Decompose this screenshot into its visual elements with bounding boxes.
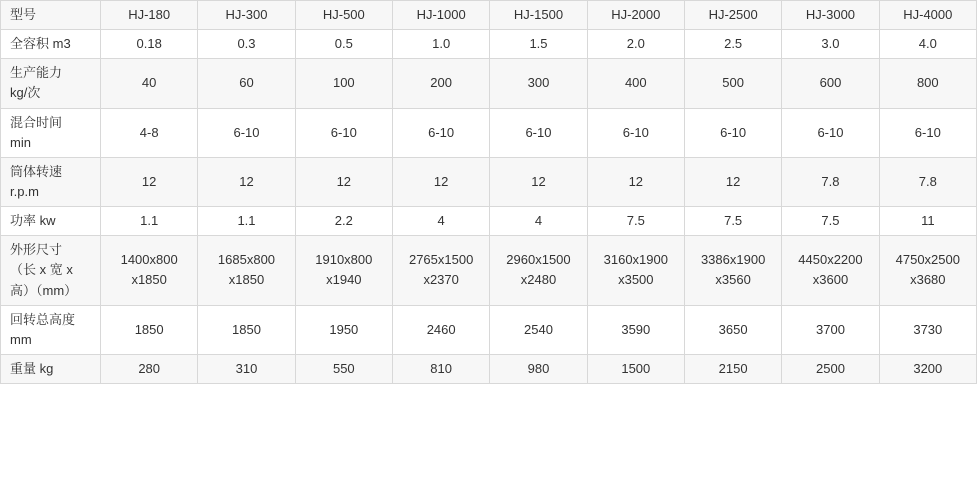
table-cell <box>198 157 295 206</box>
table-cell <box>587 59 684 108</box>
table-cell <box>198 30 295 59</box>
row-label-line: kg/次 <box>10 85 41 101</box>
cell-line: 550 <box>332 360 355 376</box>
table-cell <box>198 305 295 354</box>
table-cell <box>392 108 489 157</box>
cell-line: 12 <box>628 173 644 189</box>
cell-line: HJ-2500 <box>708 7 758 22</box>
row-label <box>1 157 101 206</box>
row-label-line: mm <box>10 331 32 347</box>
cell-line: 4750x2500 <box>895 252 960 268</box>
cell-line: 2.2 <box>334 213 353 229</box>
table-cell <box>392 59 489 108</box>
table-row <box>1 1 977 30</box>
cell-line: 2960x1500 <box>506 252 571 268</box>
row-label-line: （长 x 宽 x <box>10 262 73 278</box>
cell-line: x1940 <box>326 272 362 288</box>
cell-line: 1685x800 <box>217 252 276 268</box>
cell-line: 1.1 <box>140 213 159 229</box>
cell-line: 1910x800 <box>315 252 373 268</box>
cell-line: 60 <box>239 75 254 91</box>
cell-line: 3200 <box>913 360 943 376</box>
table-cell <box>295 59 392 108</box>
table-cell <box>295 108 392 157</box>
cell-line: HJ-300 <box>225 7 268 22</box>
table-row <box>1 354 977 383</box>
cell-line: 12 <box>433 173 449 189</box>
table-cell <box>101 108 198 157</box>
table-cell <box>490 157 587 206</box>
table-cell <box>490 236 587 305</box>
table-cell <box>198 207 295 236</box>
row-label-line: 全容积 m3 <box>10 36 71 52</box>
table-cell <box>295 354 392 383</box>
cell-line: 6-10 <box>428 124 455 140</box>
table-cell <box>295 30 392 59</box>
table-cell <box>782 236 879 305</box>
table-cell <box>490 1 587 30</box>
table-cell <box>101 354 198 383</box>
table-row <box>1 30 977 59</box>
row-label-line: 生产能力 <box>10 65 63 81</box>
table-row <box>1 207 977 236</box>
table-row <box>1 157 977 206</box>
cell-line: 6-10 <box>525 124 552 140</box>
table-cell <box>101 59 198 108</box>
cell-line: x2480 <box>520 272 557 288</box>
table-cell <box>490 59 587 108</box>
cell-line: 6-10 <box>233 124 260 140</box>
cell-line: 3386x1900 <box>700 252 766 268</box>
table-cell <box>295 1 392 30</box>
cell-line: x2370 <box>423 272 459 288</box>
table-cell <box>392 305 489 354</box>
cell-line: 980 <box>527 360 550 376</box>
table-cell <box>295 207 392 236</box>
cell-line: 7.8 <box>918 173 937 189</box>
cell-line: 1.5 <box>529 36 548 52</box>
table-cell <box>295 236 392 305</box>
table-cell <box>782 354 879 383</box>
table-cell <box>587 108 684 157</box>
cell-line: 12 <box>531 173 546 189</box>
row-label-line: 重量 kg <box>10 360 54 376</box>
table-cell <box>101 30 198 59</box>
cell-line: 6-10 <box>720 124 747 140</box>
cell-line: x1850 <box>131 272 167 288</box>
row-label-line: 型号 <box>10 7 37 22</box>
cell-line: x1850 <box>228 272 265 288</box>
table-cell <box>684 157 781 206</box>
table-cell <box>782 59 879 108</box>
row-label-line: 高）（mm） <box>10 282 78 298</box>
cell-line: 7.5 <box>724 213 743 229</box>
cell-line: 1500 <box>621 360 651 376</box>
cell-line: 500 <box>722 75 744 91</box>
cell-line: 12 <box>725 173 741 189</box>
cell-line: 1950 <box>329 321 359 337</box>
cell-line: 4.0 <box>918 36 937 52</box>
cell-line: 1850 <box>134 321 164 337</box>
cell-line: 3.0 <box>821 36 840 52</box>
cell-line: 1.0 <box>432 36 451 52</box>
table-cell <box>782 108 879 157</box>
table-cell <box>198 108 295 157</box>
table-cell <box>879 30 976 59</box>
row-label <box>1 30 101 59</box>
row-label-line: 回转总高度 <box>10 311 76 327</box>
cell-line: x3500 <box>618 272 654 288</box>
cell-line: HJ-2000 <box>611 7 661 22</box>
cell-line: 1400x800 <box>120 252 178 268</box>
cell-line: 100 <box>332 75 355 91</box>
cell-line: 1850 <box>232 321 261 337</box>
cell-line: 600 <box>819 75 842 91</box>
cell-line: 300 <box>527 75 550 91</box>
cell-line: 12 <box>336 173 352 189</box>
table-cell <box>101 305 198 354</box>
row-label <box>1 236 101 305</box>
row-label-line: min <box>10 134 31 150</box>
table-cell <box>198 236 295 305</box>
table-cell <box>587 157 684 206</box>
table-cell <box>587 236 684 305</box>
cell-line: x3560 <box>715 272 751 288</box>
table-body <box>1 1 977 384</box>
cell-line: 7.5 <box>821 213 840 229</box>
table-cell <box>684 59 781 108</box>
cell-line: 11 <box>921 213 935 229</box>
table-row <box>1 108 977 157</box>
cell-line: 1.1 <box>237 213 256 229</box>
table-row <box>1 305 977 354</box>
cell-line: 3650 <box>718 321 748 337</box>
table-cell <box>587 30 684 59</box>
cell-line: 3700 <box>816 321 845 337</box>
row-label <box>1 59 101 108</box>
cell-line: 7.8 <box>821 173 840 189</box>
cell-line: HJ-3000 <box>805 7 856 22</box>
cell-line: 4450x2200 <box>798 252 863 268</box>
cell-line: x3600 <box>812 272 849 288</box>
row-label <box>1 207 101 236</box>
row-label-line: 外形尺寸 <box>10 242 63 258</box>
row-label-line: 混合时间 <box>10 114 63 130</box>
table-cell <box>684 1 781 30</box>
cell-line: 3160x1900 <box>603 252 668 268</box>
table-cell <box>490 30 587 59</box>
cell-line: HJ-180 <box>128 7 171 22</box>
table-cell <box>879 108 976 157</box>
table-cell <box>392 236 489 305</box>
table-cell <box>198 1 295 30</box>
table-cell <box>684 305 781 354</box>
table-cell <box>684 30 781 59</box>
table-cell <box>101 1 198 30</box>
table-cell <box>879 207 976 236</box>
cell-line: 4 <box>437 213 445 229</box>
table-cell <box>101 157 198 206</box>
cell-line: 6-10 <box>914 124 941 140</box>
row-label <box>1 1 101 30</box>
table-cell <box>490 354 587 383</box>
cell-line: 7.5 <box>626 213 645 229</box>
cell-line: 2.5 <box>724 36 743 52</box>
cell-line: 2765x1500 <box>408 252 474 268</box>
cell-line: 310 <box>235 360 258 376</box>
table-cell <box>392 207 489 236</box>
cell-line: 2460 <box>426 321 456 337</box>
table-cell <box>490 108 587 157</box>
cell-line: 4-8 <box>139 124 159 140</box>
table-cell <box>587 305 684 354</box>
table-cell <box>684 207 781 236</box>
cell-line: 200 <box>430 75 452 91</box>
cell-line: 2150 <box>718 360 748 376</box>
row-label-line: r.p.m <box>10 183 39 199</box>
cell-line: 6-10 <box>330 124 357 140</box>
table-cell <box>879 59 976 108</box>
cell-line: 6-10 <box>622 124 649 140</box>
table-cell <box>392 1 489 30</box>
table-cell <box>587 1 684 30</box>
table-cell <box>101 207 198 236</box>
cell-line: 280 <box>138 360 161 376</box>
cell-line: 2.0 <box>626 36 645 52</box>
table-cell <box>782 1 879 30</box>
cell-line: 4 <box>534 213 543 229</box>
cell-line: 0.18 <box>136 36 162 52</box>
table-cell <box>879 236 976 305</box>
row-label-line: 筒体转速 <box>10 163 63 179</box>
cell-line: HJ-500 <box>322 7 365 22</box>
table-cell <box>782 305 879 354</box>
table-cell <box>490 305 587 354</box>
cell-line: 0.5 <box>334 36 353 52</box>
cell-line: 6-10 <box>817 124 844 140</box>
cell-line: HJ-4000 <box>903 7 953 22</box>
table-cell <box>782 30 879 59</box>
cell-line: 3590 <box>621 321 651 337</box>
table-cell <box>587 354 684 383</box>
table-row <box>1 59 977 108</box>
table-cell <box>392 354 489 383</box>
cell-line: 12 <box>141 173 157 189</box>
cell-line: 3730 <box>913 321 943 337</box>
cell-line: 800 <box>916 75 939 91</box>
row-label <box>1 305 101 354</box>
cell-line: 2500 <box>816 360 845 376</box>
table-cell <box>295 157 392 206</box>
cell-line: 0.3 <box>237 36 256 52</box>
table-cell <box>879 1 976 30</box>
table-cell <box>198 354 295 383</box>
table-cell <box>295 305 392 354</box>
cell-line: 810 <box>430 360 452 376</box>
table-row <box>1 236 977 305</box>
table-cell <box>879 305 976 354</box>
table-cell <box>684 108 781 157</box>
table-cell <box>490 207 587 236</box>
table-cell <box>198 59 295 108</box>
row-label <box>1 354 101 383</box>
cell-line: 40 <box>141 75 157 91</box>
cell-line: HJ-1500 <box>513 7 564 22</box>
table-cell <box>879 354 976 383</box>
cell-line: HJ-1000 <box>416 7 466 22</box>
cell-line: 12 <box>239 173 254 189</box>
table-cell <box>392 157 489 206</box>
table-cell <box>587 207 684 236</box>
table-cell <box>684 236 781 305</box>
table-cell <box>782 207 879 236</box>
table-cell <box>392 30 489 59</box>
cell-line: 2540 <box>524 321 553 337</box>
table-cell <box>684 354 781 383</box>
table-cell <box>101 236 198 305</box>
cell-line: 400 <box>624 75 647 91</box>
row-label <box>1 108 101 157</box>
row-label-line: 功率 kw <box>10 213 56 229</box>
table-cell <box>879 157 976 206</box>
cell-line: x3680 <box>910 272 946 288</box>
table-cell <box>782 157 879 206</box>
